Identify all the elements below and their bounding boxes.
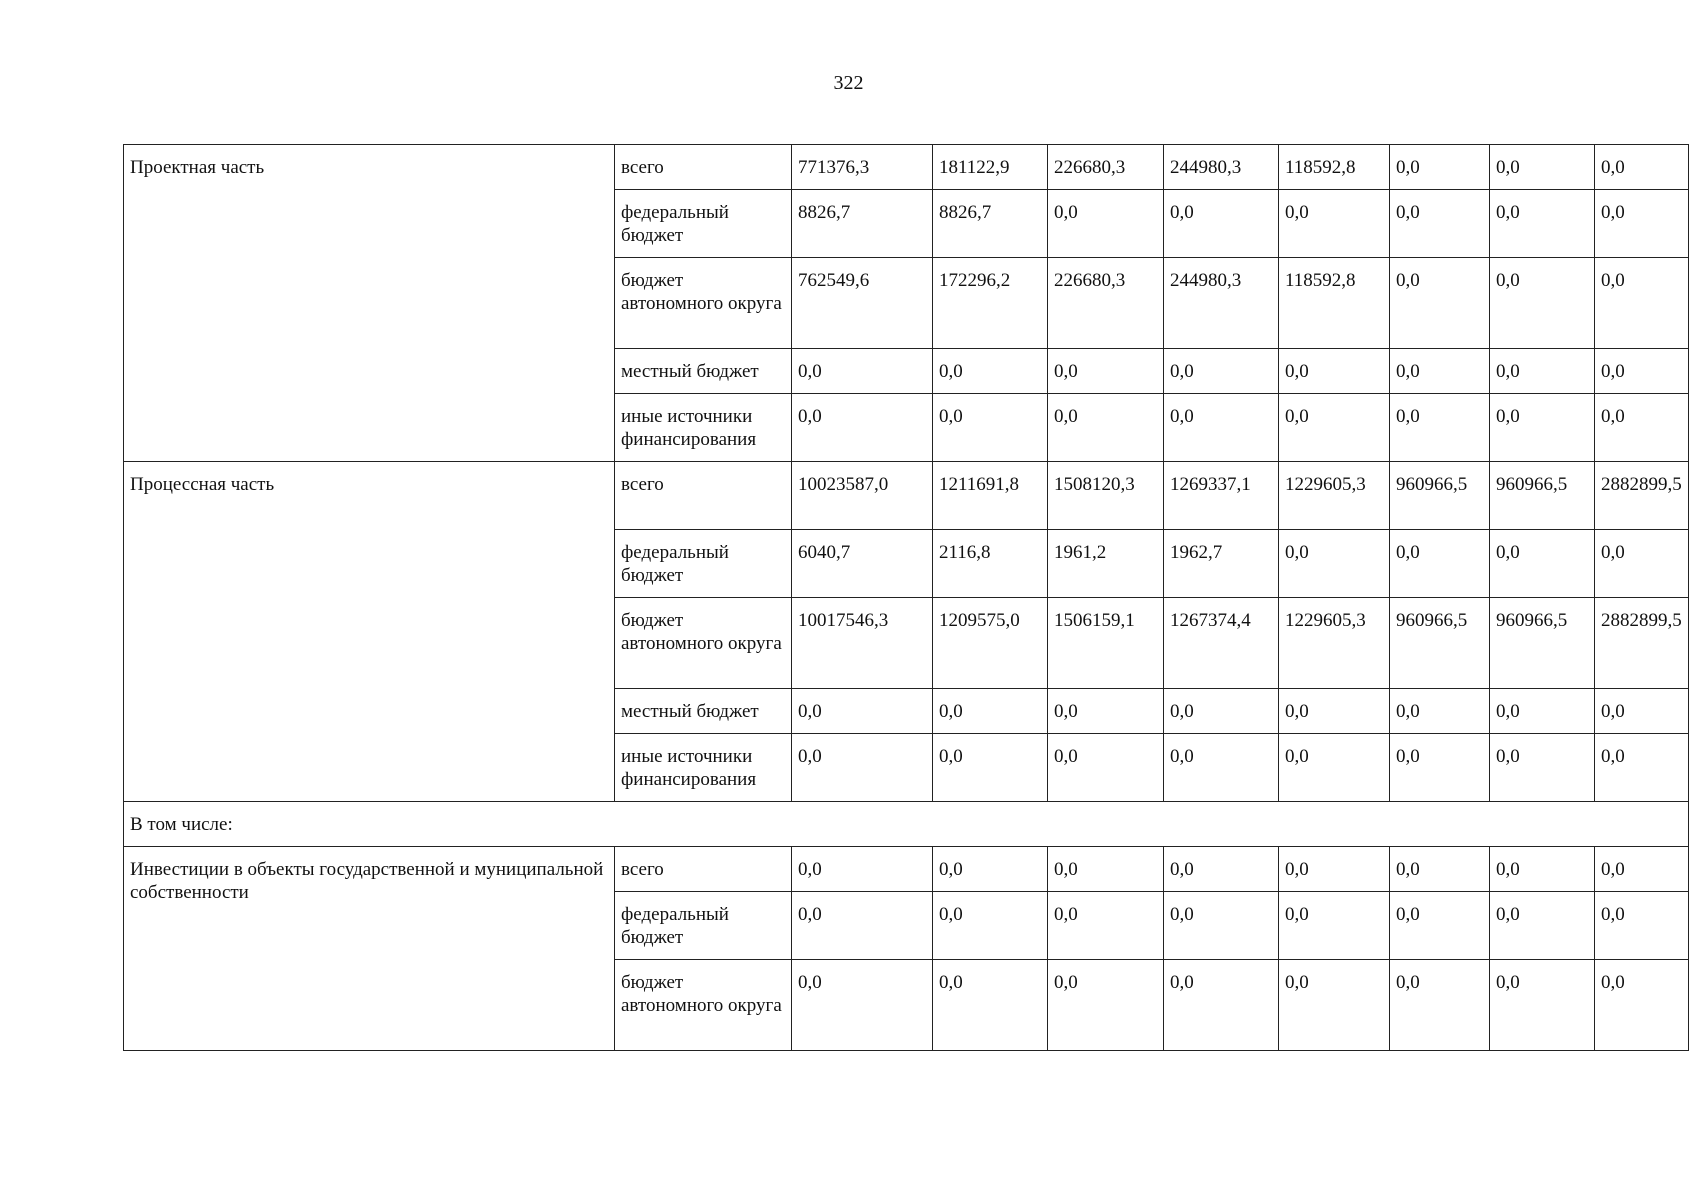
funding-source-cell: федеральный бюджет (615, 892, 792, 960)
value-cell: 0,0 (1279, 530, 1390, 598)
value-cell: 0,0 (1048, 349, 1164, 394)
value-cell: 0,0 (1390, 892, 1490, 960)
value-cell: 0,0 (1595, 530, 1689, 598)
value-cell: 1211691,8 (933, 462, 1048, 530)
section-title-project: Проектная часть (124, 145, 615, 462)
value-cell: 1961,2 (1048, 530, 1164, 598)
value-cell: 10023587,0 (792, 462, 933, 530)
value-cell: 0,0 (1595, 734, 1689, 802)
value-cell: 0,0 (1279, 689, 1390, 734)
subheading-including: В том числе: (124, 802, 1689, 847)
value-cell: 6040,7 (792, 530, 933, 598)
value-cell: 8826,7 (792, 190, 933, 258)
value-cell: 762549,6 (792, 258, 933, 349)
value-cell: 0,0 (792, 349, 933, 394)
funding-source-cell: бюджет автономного округа (615, 960, 792, 1051)
funding-source-cell: бюджет автономного округа (615, 598, 792, 689)
value-cell: 2882899,5 (1595, 598, 1689, 689)
value-cell: 0,0 (1490, 847, 1595, 892)
value-cell: 0,0 (933, 734, 1048, 802)
value-cell: 1269337,1 (1164, 462, 1279, 530)
value-cell: 960966,5 (1490, 598, 1595, 689)
value-cell: 0,0 (1390, 190, 1490, 258)
value-cell: 10017546,3 (792, 598, 933, 689)
value-cell: 0,0 (1595, 847, 1689, 892)
value-cell: 0,0 (1048, 190, 1164, 258)
funding-source-cell: федеральный бюджет (615, 530, 792, 598)
value-cell: 0,0 (1279, 734, 1390, 802)
value-cell: 0,0 (933, 349, 1048, 394)
value-cell: 244980,3 (1164, 145, 1279, 190)
value-cell: 172296,2 (933, 258, 1048, 349)
value-cell: 0,0 (1595, 349, 1689, 394)
value-cell: 0,0 (792, 394, 933, 462)
value-cell: 0,0 (1048, 847, 1164, 892)
value-cell: 0,0 (792, 847, 933, 892)
value-cell: 0,0 (1048, 960, 1164, 1051)
value-cell: 0,0 (1164, 190, 1279, 258)
value-cell: 0,0 (1279, 892, 1390, 960)
value-cell: 1229605,3 (1279, 598, 1390, 689)
value-cell: 0,0 (1048, 734, 1164, 802)
value-cell: 0,0 (1164, 734, 1279, 802)
funding-source-cell: местный бюджет (615, 349, 792, 394)
value-cell: 2882899,5 (1595, 462, 1689, 530)
value-cell: 0,0 (1490, 394, 1595, 462)
value-cell: 8826,7 (933, 190, 1048, 258)
value-cell: 1962,7 (1164, 530, 1279, 598)
page-number: 322 (833, 72, 864, 94)
value-cell: 0,0 (1048, 394, 1164, 462)
value-cell: 0,0 (792, 892, 933, 960)
value-cell: 0,0 (792, 689, 933, 734)
financing-table (123, 144, 1689, 1051)
funding-source-cell: всего (615, 462, 792, 530)
table-body (124, 145, 1689, 1051)
value-cell: 0,0 (933, 394, 1048, 462)
value-cell: 0,0 (1595, 394, 1689, 462)
funding-source-cell: всего (615, 847, 792, 892)
value-cell: 0,0 (1490, 689, 1595, 734)
section-title-investments: Инвестиции в объекты государственной и муниципальной собственности (124, 847, 615, 1051)
value-cell: 0,0 (792, 734, 933, 802)
value-cell: 0,0 (1390, 258, 1490, 349)
value-cell: 1229605,3 (1279, 462, 1390, 530)
value-cell: 0,0 (1164, 960, 1279, 1051)
value-cell: 1267374,4 (1164, 598, 1279, 689)
value-cell: 0,0 (1279, 349, 1390, 394)
value-cell: 0,0 (1390, 847, 1490, 892)
value-cell: 0,0 (1390, 960, 1490, 1051)
value-cell: 960966,5 (1390, 598, 1490, 689)
value-cell: 0,0 (933, 892, 1048, 960)
value-cell: 960966,5 (1490, 462, 1595, 530)
value-cell: 960966,5 (1390, 462, 1490, 530)
value-cell: 0,0 (1279, 847, 1390, 892)
value-cell: 0,0 (1048, 689, 1164, 734)
funding-source-cell: местный бюджет (615, 689, 792, 734)
value-cell: 0,0 (1390, 689, 1490, 734)
value-cell: 1506159,1 (1048, 598, 1164, 689)
value-cell: 0,0 (1490, 734, 1595, 802)
value-cell: 0,0 (1048, 892, 1164, 960)
value-cell: 0,0 (1390, 530, 1490, 598)
table-row (124, 802, 1689, 847)
value-cell: 0,0 (1390, 734, 1490, 802)
value-cell: 0,0 (1595, 145, 1689, 190)
value-cell: 0,0 (1164, 394, 1279, 462)
value-cell: 0,0 (1490, 145, 1595, 190)
table-row (124, 847, 1689, 892)
value-cell: 0,0 (1490, 349, 1595, 394)
value-cell: 1209575,0 (933, 598, 1048, 689)
value-cell: 0,0 (933, 960, 1048, 1051)
value-cell: 0,0 (1164, 349, 1279, 394)
table-row (124, 145, 1689, 190)
value-cell: 181122,9 (933, 145, 1048, 190)
value-cell: 0,0 (1490, 258, 1595, 349)
value-cell: 0,0 (1279, 394, 1390, 462)
value-cell: 0,0 (1390, 394, 1490, 462)
value-cell: 2116,8 (933, 530, 1048, 598)
funding-source-cell: иные источники финансирования (615, 394, 792, 462)
value-cell: 0,0 (1595, 960, 1689, 1051)
value-cell: 0,0 (1595, 258, 1689, 349)
value-cell: 0,0 (1390, 145, 1490, 190)
value-cell: 226680,3 (1048, 145, 1164, 190)
value-cell: 0,0 (1279, 190, 1390, 258)
value-cell: 0,0 (1595, 892, 1689, 960)
funding-source-cell: бюджет автономного округа (615, 258, 792, 349)
value-cell: 0,0 (1279, 960, 1390, 1051)
value-cell: 771376,3 (792, 145, 933, 190)
funding-source-cell: всего (615, 145, 792, 190)
value-cell: 0,0 (792, 960, 933, 1051)
value-cell: 0,0 (1490, 960, 1595, 1051)
value-cell: 0,0 (1164, 689, 1279, 734)
value-cell: 0,0 (1595, 689, 1689, 734)
value-cell: 1508120,3 (1048, 462, 1164, 530)
value-cell: 0,0 (1490, 530, 1595, 598)
value-cell: 0,0 (1164, 892, 1279, 960)
value-cell: 0,0 (1490, 892, 1595, 960)
value-cell: 0,0 (933, 689, 1048, 734)
table-row (124, 462, 1689, 530)
value-cell: 0,0 (1390, 349, 1490, 394)
value-cell: 0,0 (1490, 190, 1595, 258)
funding-source-cell: федеральный бюджет (615, 190, 792, 258)
funding-source-cell: иные источники финансирования (615, 734, 792, 802)
value-cell: 118592,8 (1279, 258, 1390, 349)
value-cell: 118592,8 (1279, 145, 1390, 190)
value-cell: 244980,3 (1164, 258, 1279, 349)
value-cell: 0,0 (1595, 190, 1689, 258)
value-cell: 0,0 (933, 847, 1048, 892)
value-cell: 0,0 (1164, 847, 1279, 892)
value-cell: 226680,3 (1048, 258, 1164, 349)
section-title-process: Процессная часть (124, 462, 615, 802)
